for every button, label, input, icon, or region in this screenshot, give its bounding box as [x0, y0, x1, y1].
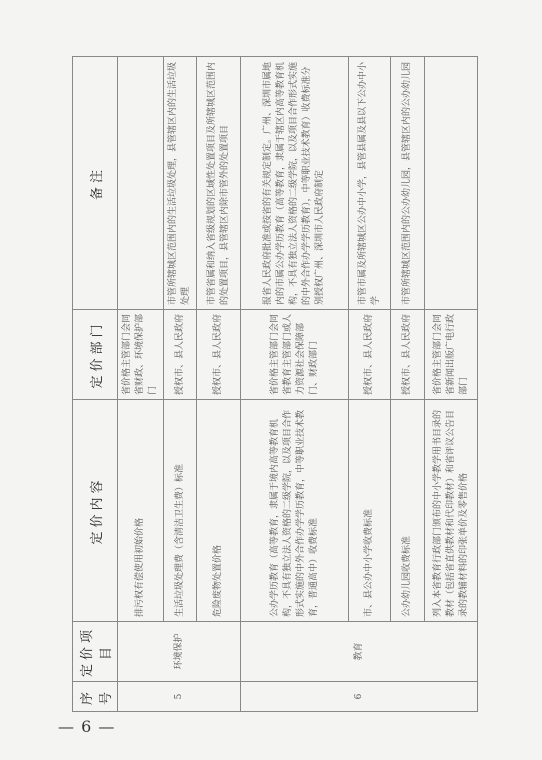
table-header-row — [73, 57, 118, 712]
rotated-table-wrapper — [72, 57, 467, 712]
header-remarks: 备注 — [73, 57, 118, 310]
pricing-table — [72, 56, 478, 712]
row-department: 授权市、县人民政府 — [349, 310, 391, 400]
table-row — [118, 57, 164, 712]
header-content: 定价内容 — [73, 400, 118, 622]
header-project: 定价项目 — [73, 622, 118, 682]
header-seq: 序号 — [73, 682, 118, 712]
row-department: 授权市、县人民政府 — [197, 310, 241, 400]
row-content: 公办学历教育（高等教育，隶属于境内高等教育机构，不具有独立法人资格的二级学院，以及项目合作形式实施的中外合作办学学历教育，中等职业技术教育，普通高中）收费标准 — [241, 400, 349, 622]
row-remarks: 市管所辖城区范围内的公办幼儿园，县管辖区内的公办幼儿园 — [391, 57, 425, 310]
row-department: 授权市、县人民政府 — [391, 310, 425, 400]
row-seq: 5 — [118, 682, 241, 712]
header-department: 定价部门 — [73, 310, 118, 400]
table-row — [391, 57, 425, 712]
table-row — [349, 57, 391, 712]
row-content: 排污权有偿使用初始价格 — [118, 400, 164, 622]
row-remarks — [425, 57, 478, 310]
page-number: — 6 — — [58, 717, 116, 736]
row-remarks: 报省人民政府批准或按省的有关规定制定。广州、深圳市属地内的市属公办学历教育（高等教育，隶属于辖区内高等教育机构，不具有独立法人资格的二级学院，以及项目合作形式实施的中外合作办学学历教育），中等职业技术教育）收费标准分别授权广州、深圳市人民政府制定 — [241, 57, 349, 310]
row-content: 危险废物处置价格 — [197, 400, 241, 622]
row-content: 市、县公办中小学收费标准 — [349, 400, 391, 622]
table-row — [197, 57, 241, 712]
row-department: 授权市、县人民政府 — [164, 310, 197, 400]
row-content: 生活垃圾处理费（含清洁卫生费）标准 — [164, 400, 197, 622]
row-remarks — [118, 57, 164, 310]
row-department: 省价格主管部门会同省财政、环境保护部门 — [118, 310, 164, 400]
row-department: 省价格主管部门会同省教育主管部门或人力资源社会保障部门、财政部门 — [241, 310, 349, 400]
row-project: 教育 — [241, 622, 478, 682]
row-seq: 6 — [241, 682, 478, 712]
row-project: 环境保护 — [118, 622, 241, 682]
row-department: 省价格主管部门会同省新闻出版广电行政部门 — [425, 310, 478, 400]
table-row — [425, 57, 478, 712]
row-remarks: 市管市属及所辖城区公办中小学，县管县属及县以下公办中小学 — [349, 57, 391, 310]
table-row — [164, 57, 197, 712]
table-row — [241, 57, 349, 712]
row-remarks: 市管省属和纳入省级规划的区域性处置项目及所辖城区范围内的处置项目，县管辖区内除市管外的处置项目 — [197, 57, 241, 310]
row-content: 列入本省教育行政部门颁布的中小学教学用书目录的教材（包括省直供教材和代印教材）和省评议公告目录的教辅材料的印张单价及零售价格 — [425, 400, 478, 622]
row-content: 公办幼儿园收费标准 — [391, 400, 425, 622]
row-remarks: 市管所辖城区范围内的生活垃圾处理，县管辖区内的生活垃圾处理 — [164, 57, 197, 310]
